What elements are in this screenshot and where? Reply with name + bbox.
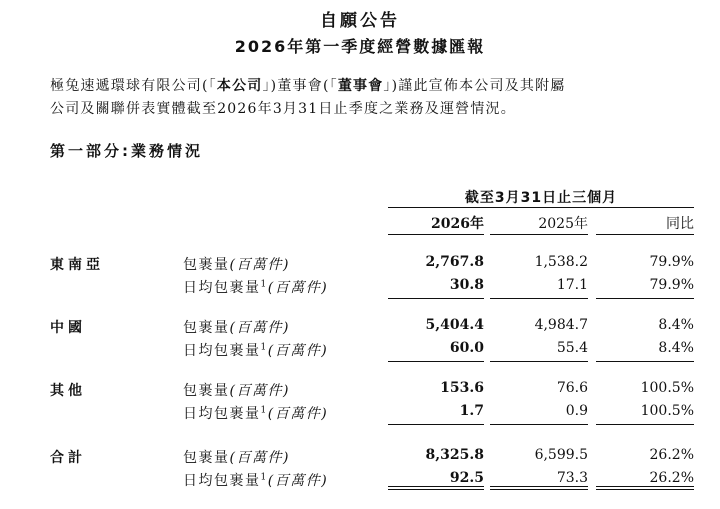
metric-label	[183, 403, 328, 423]
value-2025: 73.3	[556, 470, 588, 486]
value-2026: 30.8	[449, 277, 484, 293]
group-underline	[596, 361, 694, 362]
value-2026: 5,404.4	[425, 317, 484, 333]
intro-text: 」)謹此宣佈本公司及其附屬	[383, 78, 566, 94]
metric-unit: (百萬件)	[229, 450, 290, 466]
metric-name: 日均包裹量	[183, 473, 261, 489]
value-yoy: 26.2%	[649, 447, 694, 463]
value-2026: 153.6	[440, 380, 484, 396]
intro-paragraph	[50, 75, 690, 121]
metric-unit: (百萬件)	[267, 473, 329, 489]
section-heading: 第一部分:業務情況	[50, 142, 203, 160]
value-2025: 6,599.5	[534, 447, 588, 463]
metric-name: 日均包裹量	[183, 406, 261, 422]
intro-defined-term-board: 董事會	[337, 78, 384, 94]
value-yoy: 100.5%	[640, 380, 694, 396]
value-2025: 76.6	[556, 380, 588, 396]
group-underline	[596, 298, 694, 299]
announcement-subtitle: 2026年第一季度經營數據匯報	[234, 37, 486, 56]
value-2025: 1,538.2	[534, 254, 588, 270]
group-underline	[388, 298, 484, 299]
region-label: 中國	[50, 320, 86, 336]
group-underline	[596, 424, 694, 425]
metric-label	[183, 447, 290, 467]
metric-name: 包裹量	[183, 320, 230, 336]
value-yoy: 79.9%	[649, 254, 694, 270]
value-2025: 17.1	[556, 277, 588, 293]
column-header-2025: 2025年	[538, 216, 588, 232]
metric-label	[183, 470, 328, 490]
metric-label	[183, 340, 328, 360]
footnote-marker: 1	[260, 472, 268, 483]
value-2026: 92.5	[449, 470, 484, 486]
metric-name: 包裹量	[183, 383, 230, 399]
value-2026: 1.7	[459, 403, 484, 419]
metric-label	[183, 254, 290, 274]
metric-unit: (百萬件)	[267, 280, 329, 296]
total-double-underline	[490, 489, 588, 490]
value-2026: 60.0	[449, 340, 484, 356]
metric-unit: (百萬件)	[267, 406, 329, 422]
metric-label	[183, 277, 328, 297]
region-label: 東南亞	[50, 257, 104, 273]
header-underline	[490, 234, 588, 235]
value-yoy: 8.4%	[658, 317, 694, 333]
column-header-yoy: 同比	[666, 216, 694, 232]
period-label: 截至3月31日止三個月	[464, 190, 618, 206]
intro-line-2: 公司及關聯併表實體截至2026年3月31日止季度之業務及運營情況。	[50, 101, 516, 117]
total-double-underline	[596, 486, 694, 487]
value-yoy: 100.5%	[640, 403, 694, 419]
footnote-marker: 1	[260, 279, 268, 290]
metric-label	[183, 317, 290, 337]
footnote-marker: 1	[260, 405, 268, 416]
announcement-title: 自願公告	[320, 11, 400, 31]
metric-unit: (百萬件)	[229, 320, 290, 336]
value-2026: 8,325.8	[425, 447, 484, 463]
intro-line-1	[50, 75, 690, 98]
group-underline	[388, 361, 484, 362]
metric-unit: (百萬件)	[229, 257, 290, 273]
header-underline	[596, 234, 694, 235]
region-label: 合計	[50, 450, 86, 466]
value-2025: 55.4	[556, 340, 588, 356]
intro-text: 極兔速遞環球有限公司(「	[50, 78, 217, 94]
value-2025: 0.9	[565, 403, 588, 419]
group-underline	[388, 424, 484, 425]
total-double-underline	[596, 489, 694, 490]
metric-label	[183, 380, 290, 400]
intro-defined-term-company: 本公司	[216, 78, 263, 94]
value-2025: 4,984.7	[534, 317, 588, 333]
metric-unit: (百萬件)	[267, 343, 329, 359]
column-header-2026: 2026年	[431, 216, 484, 232]
metric-name: 日均包裹量	[183, 343, 261, 359]
total-double-underline	[388, 489, 484, 490]
metric-name: 日均包裹量	[183, 280, 261, 296]
group-underline	[490, 298, 588, 299]
metric-name: 包裹量	[183, 257, 230, 273]
region-label: 其他	[50, 383, 86, 399]
header-underline	[388, 234, 484, 235]
intro-text: 」)董事會(「	[262, 78, 338, 94]
total-double-underline	[490, 486, 588, 487]
group-underline	[490, 424, 588, 425]
metric-unit: (百萬件)	[229, 383, 290, 399]
footnote-marker: 1	[260, 342, 268, 353]
value-yoy: 79.9%	[649, 277, 694, 293]
metric-name: 包裹量	[183, 450, 230, 466]
value-2026: 2,767.8	[425, 254, 484, 270]
group-underline	[490, 361, 588, 362]
period-underline	[388, 207, 694, 208]
value-yoy: 8.4%	[658, 340, 694, 356]
total-double-underline	[388, 486, 484, 487]
value-yoy: 26.2%	[649, 470, 694, 486]
